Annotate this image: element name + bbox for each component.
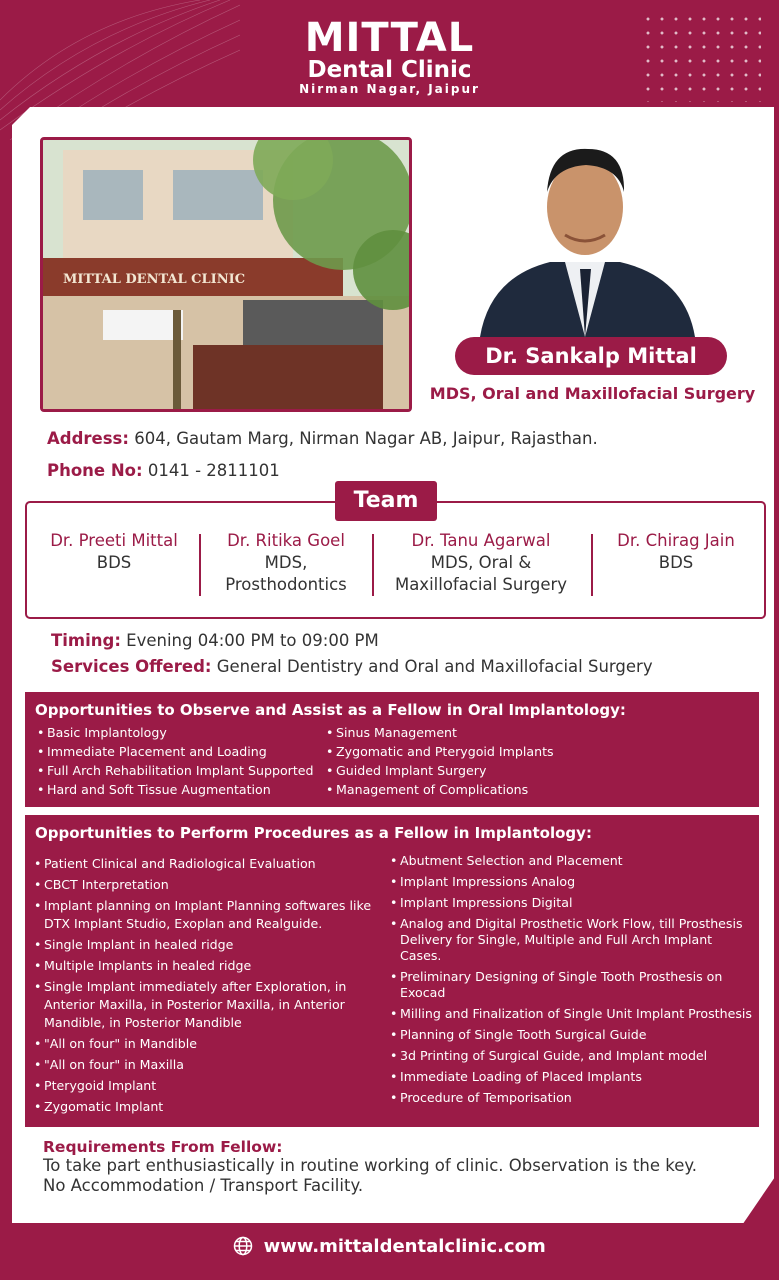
member-qualification: BDS xyxy=(658,553,694,572)
member-specialty: Prosthodontics xyxy=(225,575,347,594)
member-name: Dr. Chirag Jain xyxy=(617,531,735,550)
globe-icon xyxy=(233,1236,253,1256)
observe-list-left xyxy=(37,725,332,797)
website-link[interactable]: www.mittaldentalclinic.com xyxy=(263,1236,546,1257)
team-divider xyxy=(372,534,374,596)
list-item: • Planning of Single Tooth Surgical Guide xyxy=(390,1027,755,1043)
list-item: • Single Implant in healed ridge xyxy=(34,936,374,954)
timing-value: Evening 04:00 PM to 09:00 PM xyxy=(126,631,379,650)
services-line xyxy=(51,657,653,676)
team-title: Team xyxy=(335,481,437,521)
phone-label: Phone No: xyxy=(47,461,143,480)
observe-list-right xyxy=(326,725,746,797)
address-label: Address: xyxy=(47,429,129,448)
list-item: • Abutment Selection and Placement xyxy=(390,853,755,869)
team-member-ritika-goel xyxy=(208,530,364,596)
requirements-section xyxy=(43,1138,763,1196)
list-item: • Implant Impressions Analog xyxy=(390,874,755,890)
team-divider xyxy=(199,534,201,596)
timing-label: Timing: xyxy=(51,631,121,650)
list-item: • "All on four" in Maxilla xyxy=(34,1056,374,1074)
member-name: Dr. Ritika Goel xyxy=(227,531,345,550)
address-line xyxy=(47,429,598,448)
list-item: • Sinus Management xyxy=(326,725,746,740)
logo-subtitle: Dental Clinic xyxy=(307,57,472,83)
list-item: • Zygomatic and Pterygoid Implants xyxy=(326,744,746,759)
observe-section-title: Opportunities to Observe and Assist as a Fellow in Oral Implantology: xyxy=(35,701,626,719)
perform-procedures-section xyxy=(25,815,759,1127)
doctor-qualification: MDS, Oral and Maxillofacial Surgery xyxy=(429,384,756,403)
list-item: • Patient Clinical and Radiological Evaluation xyxy=(34,855,374,873)
list-item: • Guided Implant Surgery xyxy=(326,763,746,778)
list-item: • Implant Impressions Digital xyxy=(390,895,755,911)
perform-section-title: Opportunities to Perform Procedures as a Fellow in Implantology: xyxy=(35,824,592,842)
team-divider xyxy=(591,534,593,596)
list-item: • Implant planning on Implant Planning softwares like DTX Implant Studio, Exoplan and Realguide. xyxy=(34,897,374,933)
list-item: • Procedure of Temporisation xyxy=(390,1090,755,1106)
list-item: • Preliminary Designing of Single Tooth Prosthesis on Exocad xyxy=(390,969,755,1001)
phone-value[interactable]: 0141 - 2811101 xyxy=(147,461,280,480)
requirements-line-2: No Accommodation / Transport Facility. xyxy=(43,1176,364,1195)
list-item: • Multiple Implants in healed ridge xyxy=(34,957,374,975)
list-item: • Basic Implantology xyxy=(37,725,332,740)
services-value: General Dentistry and Oral and Maxillofacial Surgery xyxy=(216,657,653,676)
clinic-logo xyxy=(0,15,779,96)
doctor-portrait xyxy=(470,137,700,337)
list-item: • CBCT Interpretation xyxy=(34,876,374,894)
services-label: Services Offered: xyxy=(51,657,212,676)
team-member-tanu-agarwal xyxy=(380,530,582,596)
phone-line xyxy=(47,461,280,480)
logo-location: Nirman Nagar, Jaipur xyxy=(299,82,480,96)
list-item: • Hard and Soft Tissue Augmentation xyxy=(37,782,332,797)
building-sign-text: MITTAL DENTAL CLINIC xyxy=(63,272,246,287)
member-qualification: BDS xyxy=(96,553,132,572)
timing-line xyxy=(51,631,379,650)
requirements-title: Requirements From Fellow: xyxy=(43,1138,283,1156)
list-item: • Full Arch Rehabilitation Implant Supported xyxy=(37,763,332,778)
member-name: Dr. Tanu Agarwal xyxy=(411,531,551,550)
logo-title: MITTAL xyxy=(304,15,475,61)
member-name: Dr. Preeti Mittal xyxy=(50,531,178,550)
list-item: • Management of Complications xyxy=(326,782,746,797)
perform-list-left xyxy=(34,855,374,1116)
list-item: • "All on four" in Mandible xyxy=(34,1035,374,1053)
list-item: • Immediate Placement and Loading xyxy=(37,744,332,759)
list-item: • Pterygoid Implant xyxy=(34,1077,374,1095)
clinic-building-photo xyxy=(40,137,412,412)
perform-list-right xyxy=(390,853,755,1106)
member-specialty: Maxillofacial Surgery xyxy=(394,575,568,594)
requirements-line-1: To take part enthusiastically in routine working of clinic. Observation is the key. xyxy=(43,1156,698,1175)
doctor-name: Dr. Sankalp Mittal xyxy=(455,337,727,375)
list-item: • Single Implant immediately after Exploration, in Anterior Maxilla, in Posterior Maxilla, in Anterior Mandible, in Posterior Mandible xyxy=(34,978,374,1032)
address-value: 604, Gautam Marg, Nirman Nagar AB, Jaipur, Rajasthan. xyxy=(134,429,598,448)
observe-assist-section xyxy=(25,692,759,807)
list-item: • Immediate Loading of Placed Implants xyxy=(390,1069,755,1085)
list-item: • Zygomatic Implant xyxy=(34,1098,374,1116)
footer-website xyxy=(0,1236,779,1257)
list-item: • Milling and Finalization of Single Unit Implant Prosthesis xyxy=(390,1006,755,1022)
team-member-preeti-mittal xyxy=(40,530,188,574)
team-member-chirag-jain xyxy=(600,530,752,574)
list-item: • 3d Printing of Surgical Guide, and Implant model xyxy=(390,1048,755,1064)
member-qualification: MDS, Oral & xyxy=(430,553,532,572)
list-item: • Analog and Digital Prosthetic Work Flow, till Prosthesis Delivery for Single, Multiple and Full Arch Implant Cases. xyxy=(390,916,755,964)
member-qualification: MDS, xyxy=(264,553,308,572)
